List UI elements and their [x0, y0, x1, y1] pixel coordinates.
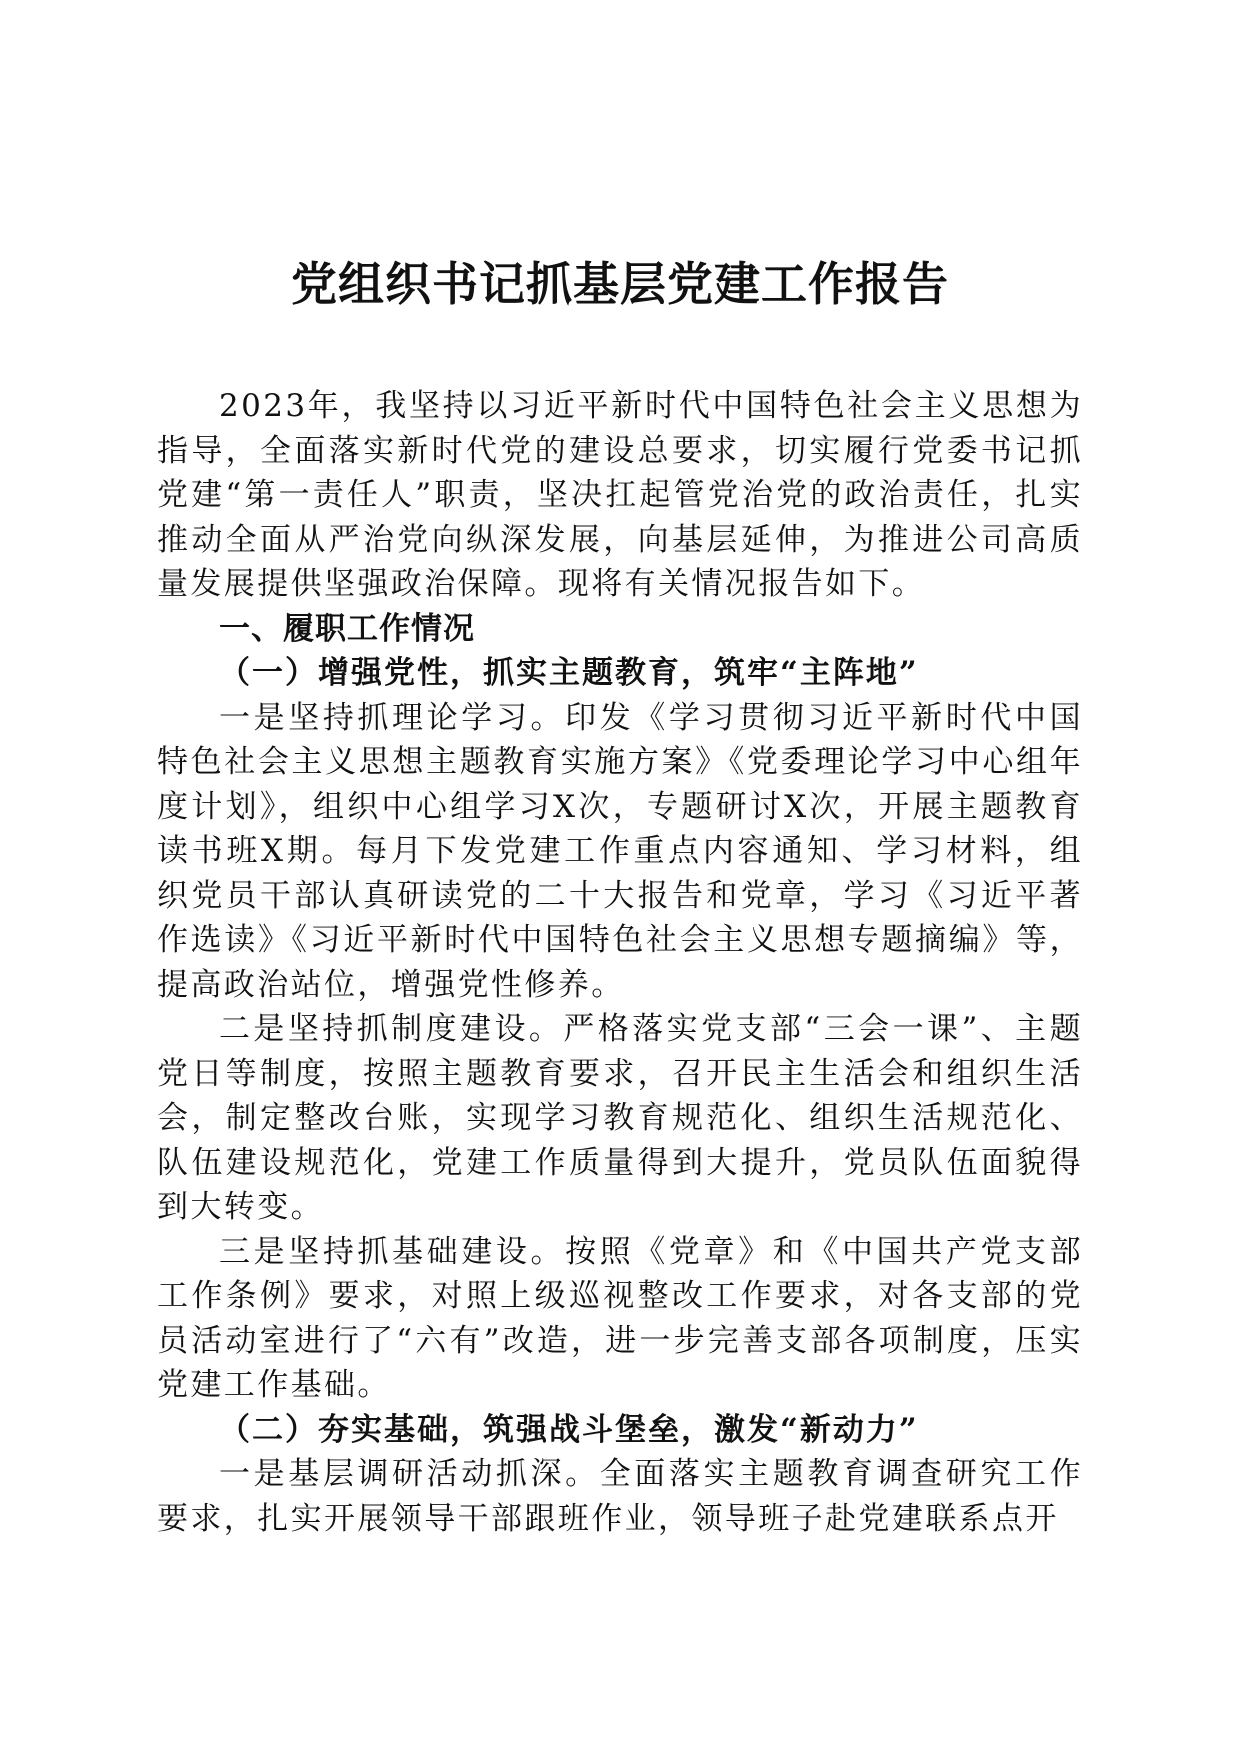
body-paragraph: 一是基层调研活动抓深。全面落实主题教育调查研究工作要求，扎实开展领导干部跟班作业，领导班子赴党建联系点开 — [157, 1456, 1083, 1537]
subsection-heading-1: （一）增强党性，抓实主题教育，筑牢“主阵地” — [219, 655, 919, 691]
intro-paragraph: 2023年，我坚持以习近平新时代中国特色社会主义思想为指导，全面落实新时代党的建设总要求，切实履行党委书记抓党建“第一责任人”职责，坚决扛起管党治党的政治责任，扎实推动全面从严治党向纵深发展，向基层延伸，为推进公司高质量发展提供坚强政治保障。现将有关情况报告如下。 — [157, 388, 1083, 602]
body-paragraph: 二是坚持抓制度建设。严格落实党支部“三会一课”、主题党日等制度，按照主题教育要求，召开民主生活会和组织生活会，制定整改台账，实现学习教育规范化、组织生活规范化、队伍建设规范化，党建工作质量得到大提升，党员队伍面貌得到大转变。 — [157, 1011, 1083, 1225]
body-paragraph: 三是坚持抓基础建设。按照《党章》和《中国共产党支部工作条例》要求，对照上级巡视整改工作要求，对各支部的党员活动室进行了“六有”改造，进一步完善支部各项制度，压实党建工作基础。 — [157, 1233, 1083, 1403]
body-paragraph: 一是坚持抓理论学习。印发《学习贯彻习近平新时代中国特色社会主义思想主题教育实施方案》《党委理论学习中心组年度计划》，组织中心组学习X次，专题研讨X次，开展主题教育读书班X期。每月下发党建工作重点内容通知、学习材料，组织党员干部认真研读党的二十大报告和党章，学习《习近平著作选读》《习近平新时代中国特色社会主义思想专题摘编》等，提高政治站位，增强党性修养。 — [157, 699, 1083, 1003]
document-title: 党组织书记抓基层党建工作报告 — [291, 257, 949, 311]
subsection-heading-2: （二）夯实基础，筑强战斗堡垒，激发“新动力” — [219, 1411, 919, 1448]
section-heading-1: 一、履职工作情况 — [219, 610, 475, 647]
document-body — [157, 384, 1083, 1541]
